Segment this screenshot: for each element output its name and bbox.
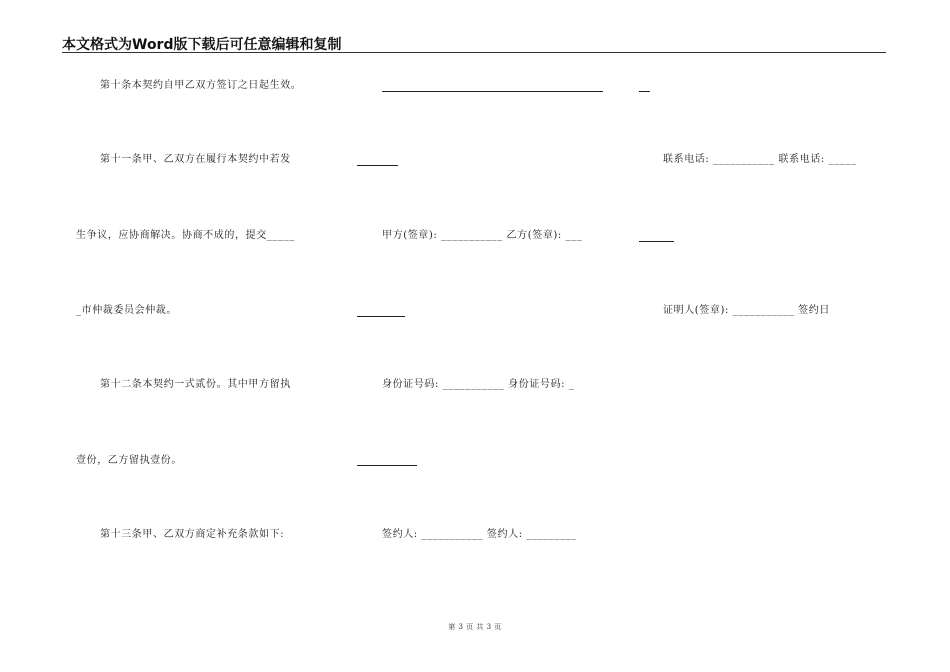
id-number-row: 身份证号码: ___________ 身份证号码: _ xyxy=(382,379,575,390)
signer-row: 签约人: ___________ 签约人: _________ xyxy=(382,529,577,540)
page-number: 第 3 页 共 3 页 xyxy=(448,623,502,631)
blank-line xyxy=(382,91,603,92)
clause-13: 第十三条甲、乙双方商定补充条款如下: xyxy=(100,529,285,540)
clause-10: 第十条本契约自甲乙双方签订之日起生效。 xyxy=(100,80,302,91)
blank-line xyxy=(357,465,417,466)
clause-11-line-1: 第十一条甲、乙双方在履行本契约中若发 xyxy=(100,154,291,165)
clause-12-line-2: 壹份，乙方留执壹份。 xyxy=(76,455,182,466)
blank-line xyxy=(357,316,405,317)
contact-phone-row: 联系电话: ___________ 联系电话: _____ xyxy=(663,154,857,165)
witness-row: 证明人(签章): ___________ 签约日 xyxy=(663,305,830,316)
clause-12-line-1: 第十二条本契约一式贰份。其中甲方留执 xyxy=(100,379,291,390)
blank-line xyxy=(639,91,650,92)
document-header-title: 本文格式为Word版下载后可任意编辑和复制 xyxy=(62,37,342,53)
blank-line xyxy=(357,165,398,166)
clause-11-line-2: 生争议，应协商解决。协商不成的，提交_____ xyxy=(76,230,295,241)
party-signature-row: 甲方(签章): ___________ 乙方(签章): ___ xyxy=(382,230,583,241)
header-divider xyxy=(62,52,886,53)
clause-11-line-3: _市仲裁委员会仲裁。 xyxy=(76,305,177,316)
blank-line xyxy=(639,241,674,242)
